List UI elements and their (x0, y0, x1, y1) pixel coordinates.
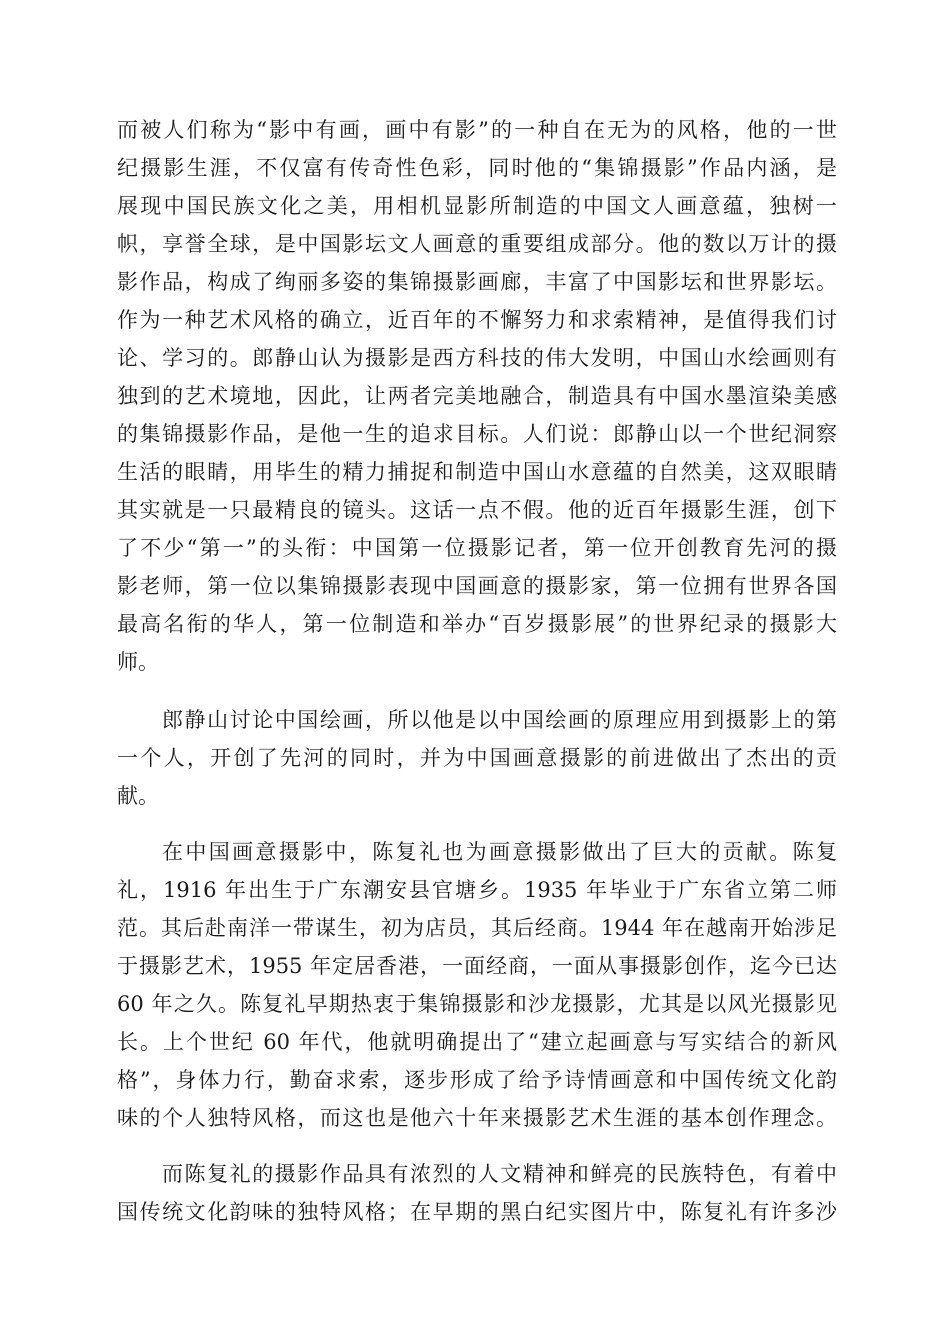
text-line: 味的个人独特风格，而这也是他六十年来摄影艺术生涯的基本创作理念。 (117, 1106, 837, 1130)
text-line: 60 年之久。陈复礼早期热衷于集锦摄影和沙龙摄影，尤其是以风光摄影见 (117, 992, 837, 1016)
text-line: 独到的艺术境地，因此，让两者完美地融合，制造具有中国水墨渲染美感 (117, 384, 837, 408)
text-line: 范。其后赴南洋一带谋生，初为店员，其后经商。1944 年在越南开始涉足 (117, 916, 837, 940)
text-line: 纪摄影生涯，不仅富有传奇性色彩，同时他的“集锦摄影”作品内涵，是 (117, 156, 837, 180)
text-line: 格”，身体力行，勤奋求索，逐步形成了给予诗情画意和中国传统文化韵 (117, 1068, 837, 1092)
text-line: 国传统文化韵味的独特风格；在早期的黑白纪实图片中，陈复礼有许多沙 (117, 1200, 837, 1224)
text-line: 展现中国民族文化之美，用相机显影所制造的中国文人画意蕴，独树一 (117, 194, 837, 218)
text-line: 于摄影艺术，1955 年定居香港，一面经商，一面从事摄影创作，迄今已达 (117, 954, 837, 978)
text-line: 生活的眼睛，用毕生的精力捕捉和制造中国山水意蕴的自然美，这双眼睛 (117, 460, 837, 484)
text-line: 礼，1916 年出生于广东潮安县官塘乡。1935 年毕业于广东省立第二师 (117, 878, 837, 902)
text-line: 影作品，构成了绚丽多姿的集锦摄影画廊，丰富了中国影坛和世界影坛。 (117, 270, 837, 294)
text-line: 了不少“第一”的头衔：中国第一位摄影记者，第一位开创教育先河的摄 (117, 536, 837, 560)
text-line: 论、学习的。郎静山认为摄影是西方科技的伟大发明，中国山水绘画则有 (117, 346, 837, 370)
text-line: 一个人，开创了先河的同时，并为中国画意摄影的前进做出了杰出的贡 (117, 746, 837, 770)
text-line: 其实就是一只最精良的镜头。这话一点不假。他的近百年摄影生涯，创下 (117, 498, 837, 522)
text-line: 影老师，第一位以集锦摄影表现中国画意的摄影家，第一位拥有世界各国 (117, 574, 837, 598)
text-line: 师。 (117, 650, 159, 674)
text-line: 帜，享誉全球，是中国影坛文人画意的重要组成部分。他的数以万计的摄 (117, 232, 837, 256)
text-line: 最高名衔的华人，第一位制造和举办“百岁摄影展”的世界纪录的摄影大 (117, 612, 837, 636)
text-line: 而陈复礼的摄影作品具有浓烈的人文精神和鲜亮的民族特色，有着中 (162, 1162, 837, 1186)
text-line: 而被人们称为“影中有画，画中有影”的一种自在无为的风格，他的一世 (117, 118, 837, 142)
text-line: 作为一种艺术风格的确立，近百年的不懈努力和求索精神，是值得我们讨 (117, 308, 837, 332)
text-line: 的集锦摄影作品，是他一生的追求目标。人们说：郎静山以一个世纪洞察 (117, 422, 837, 446)
text-line: 在中国画意摄影中，陈复礼也为画意摄影做出了巨大的贡献。陈复 (162, 840, 837, 864)
text-line: 郎静山讨论中国绘画，所以他是以中国绘画的原理应用到摄影上的第 (162, 708, 837, 732)
text-line: 长。上个世纪 60 年代，他就明确提出了“建立起画意与写实结合的新风 (117, 1030, 837, 1054)
text-line: 献。 (117, 784, 159, 808)
